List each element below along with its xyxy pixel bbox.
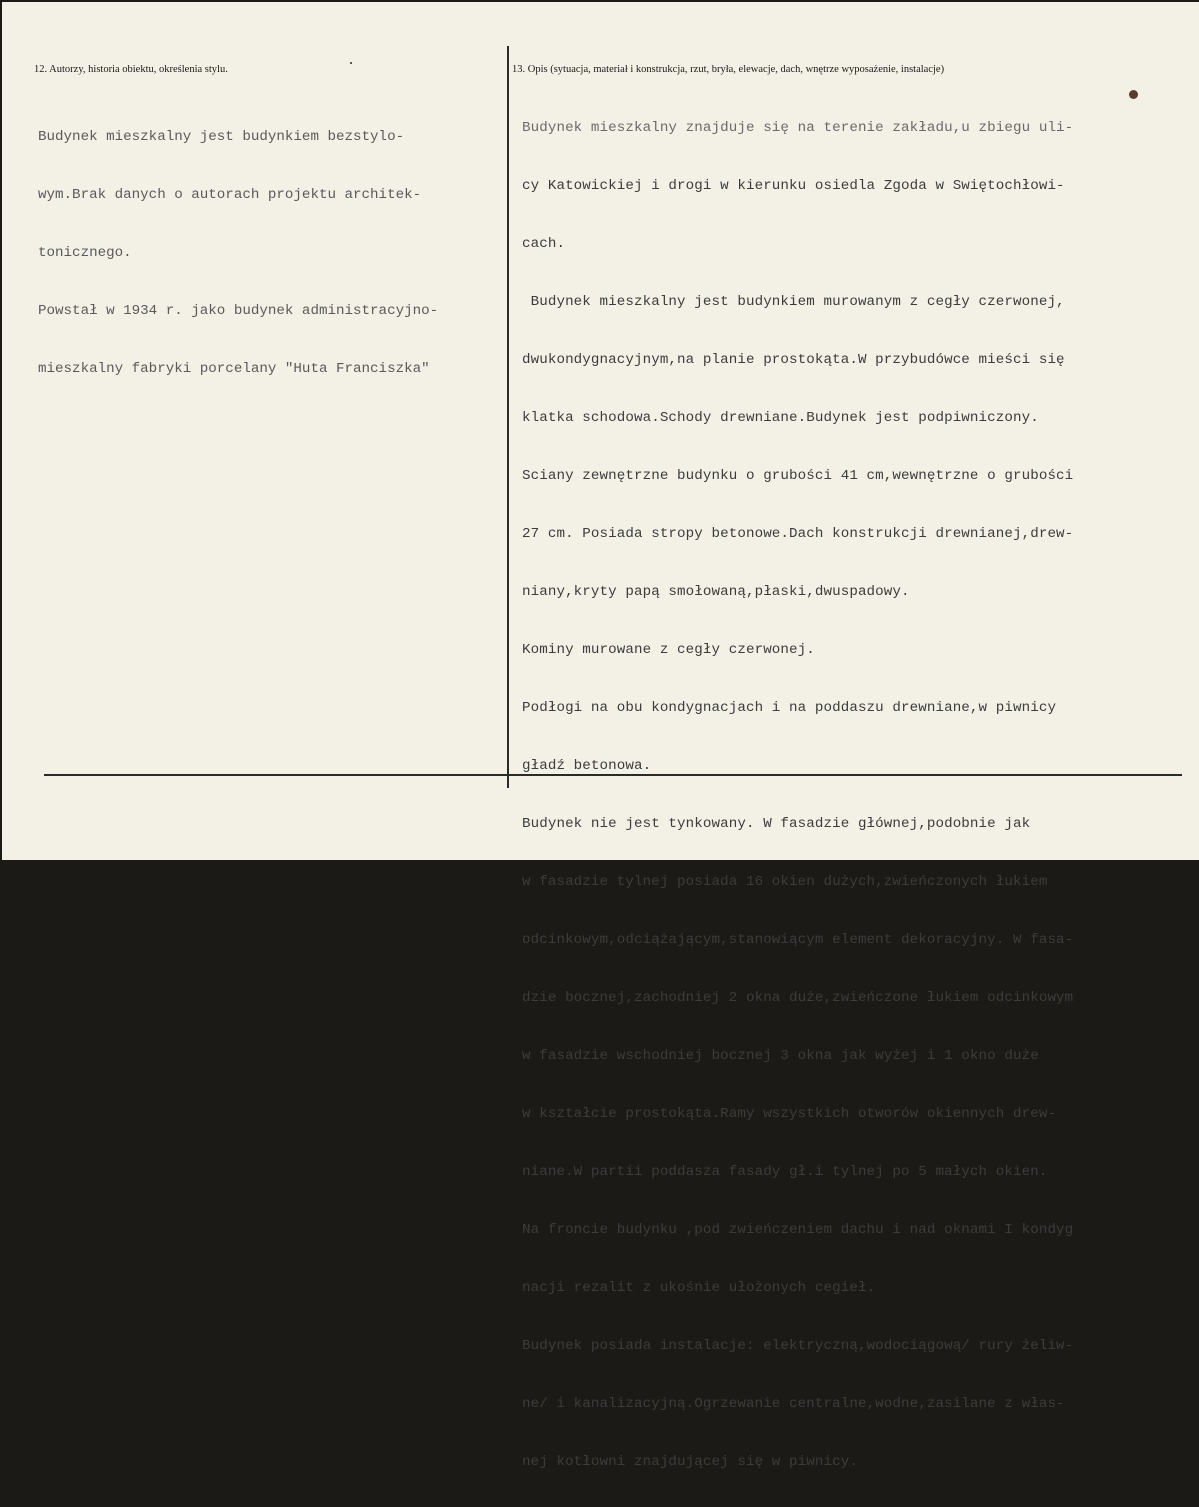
- text-line: Powstał w 1934 r. jako budynek administracyjno-: [38, 303, 439, 319]
- text-line: Kominy murowane z cegły czerwonej.: [522, 642, 815, 658]
- text-line: Budynek mieszkalny jest budynkiem bezstylo-: [38, 129, 405, 145]
- text-line: cy Katowickiej i drogi w kierunku osiedla Zgoda w Swiętochłowi-: [522, 178, 1065, 194]
- section-12-text: [38, 92, 438, 414]
- text-line: w fasadzie tylnej posiada 16 okien dużych,zwieńczonych łukiem: [522, 874, 1048, 890]
- text-line: ne/ i kanalizacyjną.Ogrzewanie centralne,wodne,zasilane z włas-: [522, 1396, 1065, 1412]
- text-line: w fasadzie wschodniej bocznej 3 okna jak wyżej i 1 okno duże: [522, 1048, 1039, 1064]
- text-line: niany,kryty papą smołowaną,płaski,dwuspadowy.: [522, 584, 910, 600]
- text-line: Budynek posiada instalacje: elektryczną,wodociągową/ rury żeliw-: [522, 1338, 1074, 1354]
- ink-blot: [1129, 90, 1138, 99]
- text-line: nej kotłowni znajdującej się w piwnicy.: [522, 1454, 858, 1470]
- section-13-text: [522, 83, 1073, 1507]
- document-page: [2, 2, 1199, 1470]
- text-line: tonicznego.: [38, 245, 132, 261]
- text-line: Budynek nie jest tynkowany. W fasadzie głównej,podobnie jak: [522, 816, 1031, 832]
- text-line: Budynek mieszkalny znajduje się na terenie zakładu,u zbiegu uli-: [522, 120, 1074, 136]
- text-line: 27 cm. Posiada stropy betonowe.Dach konstrukcji drewnianej,drew-: [522, 526, 1074, 542]
- text-line: Na froncie budynku ,pod zwieńczeniem dachu i nad oknami I kondyg: [522, 1222, 1074, 1238]
- text-line: wym.Brak danych o autorach projektu architek-: [38, 187, 422, 203]
- text-line: gładź betonowa.: [522, 758, 652, 774]
- section-12-heading: 12. Autorzy, historia obiektu, określenia stylu.: [34, 64, 228, 75]
- text-line: klatka schodowa.Schody drewniane.Budynek jest podpiwniczony.: [522, 410, 1039, 426]
- text-line: nacji rezalit z ukośnie ułożonych cegieł.: [522, 1280, 876, 1296]
- text-line: Podłogi na obu kondygnacjach i na poddaszu drewniane,w piwnicy: [522, 700, 1057, 716]
- text-line: odcinkowym,odciążającym,stanowiącym element dekoracyjny. W fasa-: [522, 932, 1074, 948]
- text-line: w kształcie prostokąta.Ramy wszystkich otworów okiennych drew-: [522, 1106, 1057, 1122]
- text-line: Budynek mieszkalny jest budynkiem murowanym z cegły czerwonej,: [522, 294, 1065, 310]
- text-line: niane.W partii poddasza fasady gł.i tylnej po 5 małych okien.: [522, 1164, 1048, 1180]
- text-line: mieszkalny fabryki porcelany "Huta Franciszka": [38, 361, 430, 377]
- text-line: dwukondygnacyjnym,na planie prostokąta.W przybudówce mieści się: [522, 352, 1065, 368]
- text-line: cach.: [522, 236, 566, 252]
- ink-speck: [350, 62, 352, 64]
- text-line: dzie bocznej,zachodniej 2 okna duże,zwieńczone łukiem odcinkowym: [522, 990, 1074, 1006]
- column-divider: [507, 46, 509, 788]
- section-13-heading: 13. Opis (sytuacja, materiał i konstrukcja, rzut, bryła, elewacje, dach, wnętrze wyposażenie, instalacje): [512, 64, 945, 75]
- text-line: Sciany zewnętrzne budynku o grubości 41 cm,wewnętrzne o grubości: [522, 468, 1074, 484]
